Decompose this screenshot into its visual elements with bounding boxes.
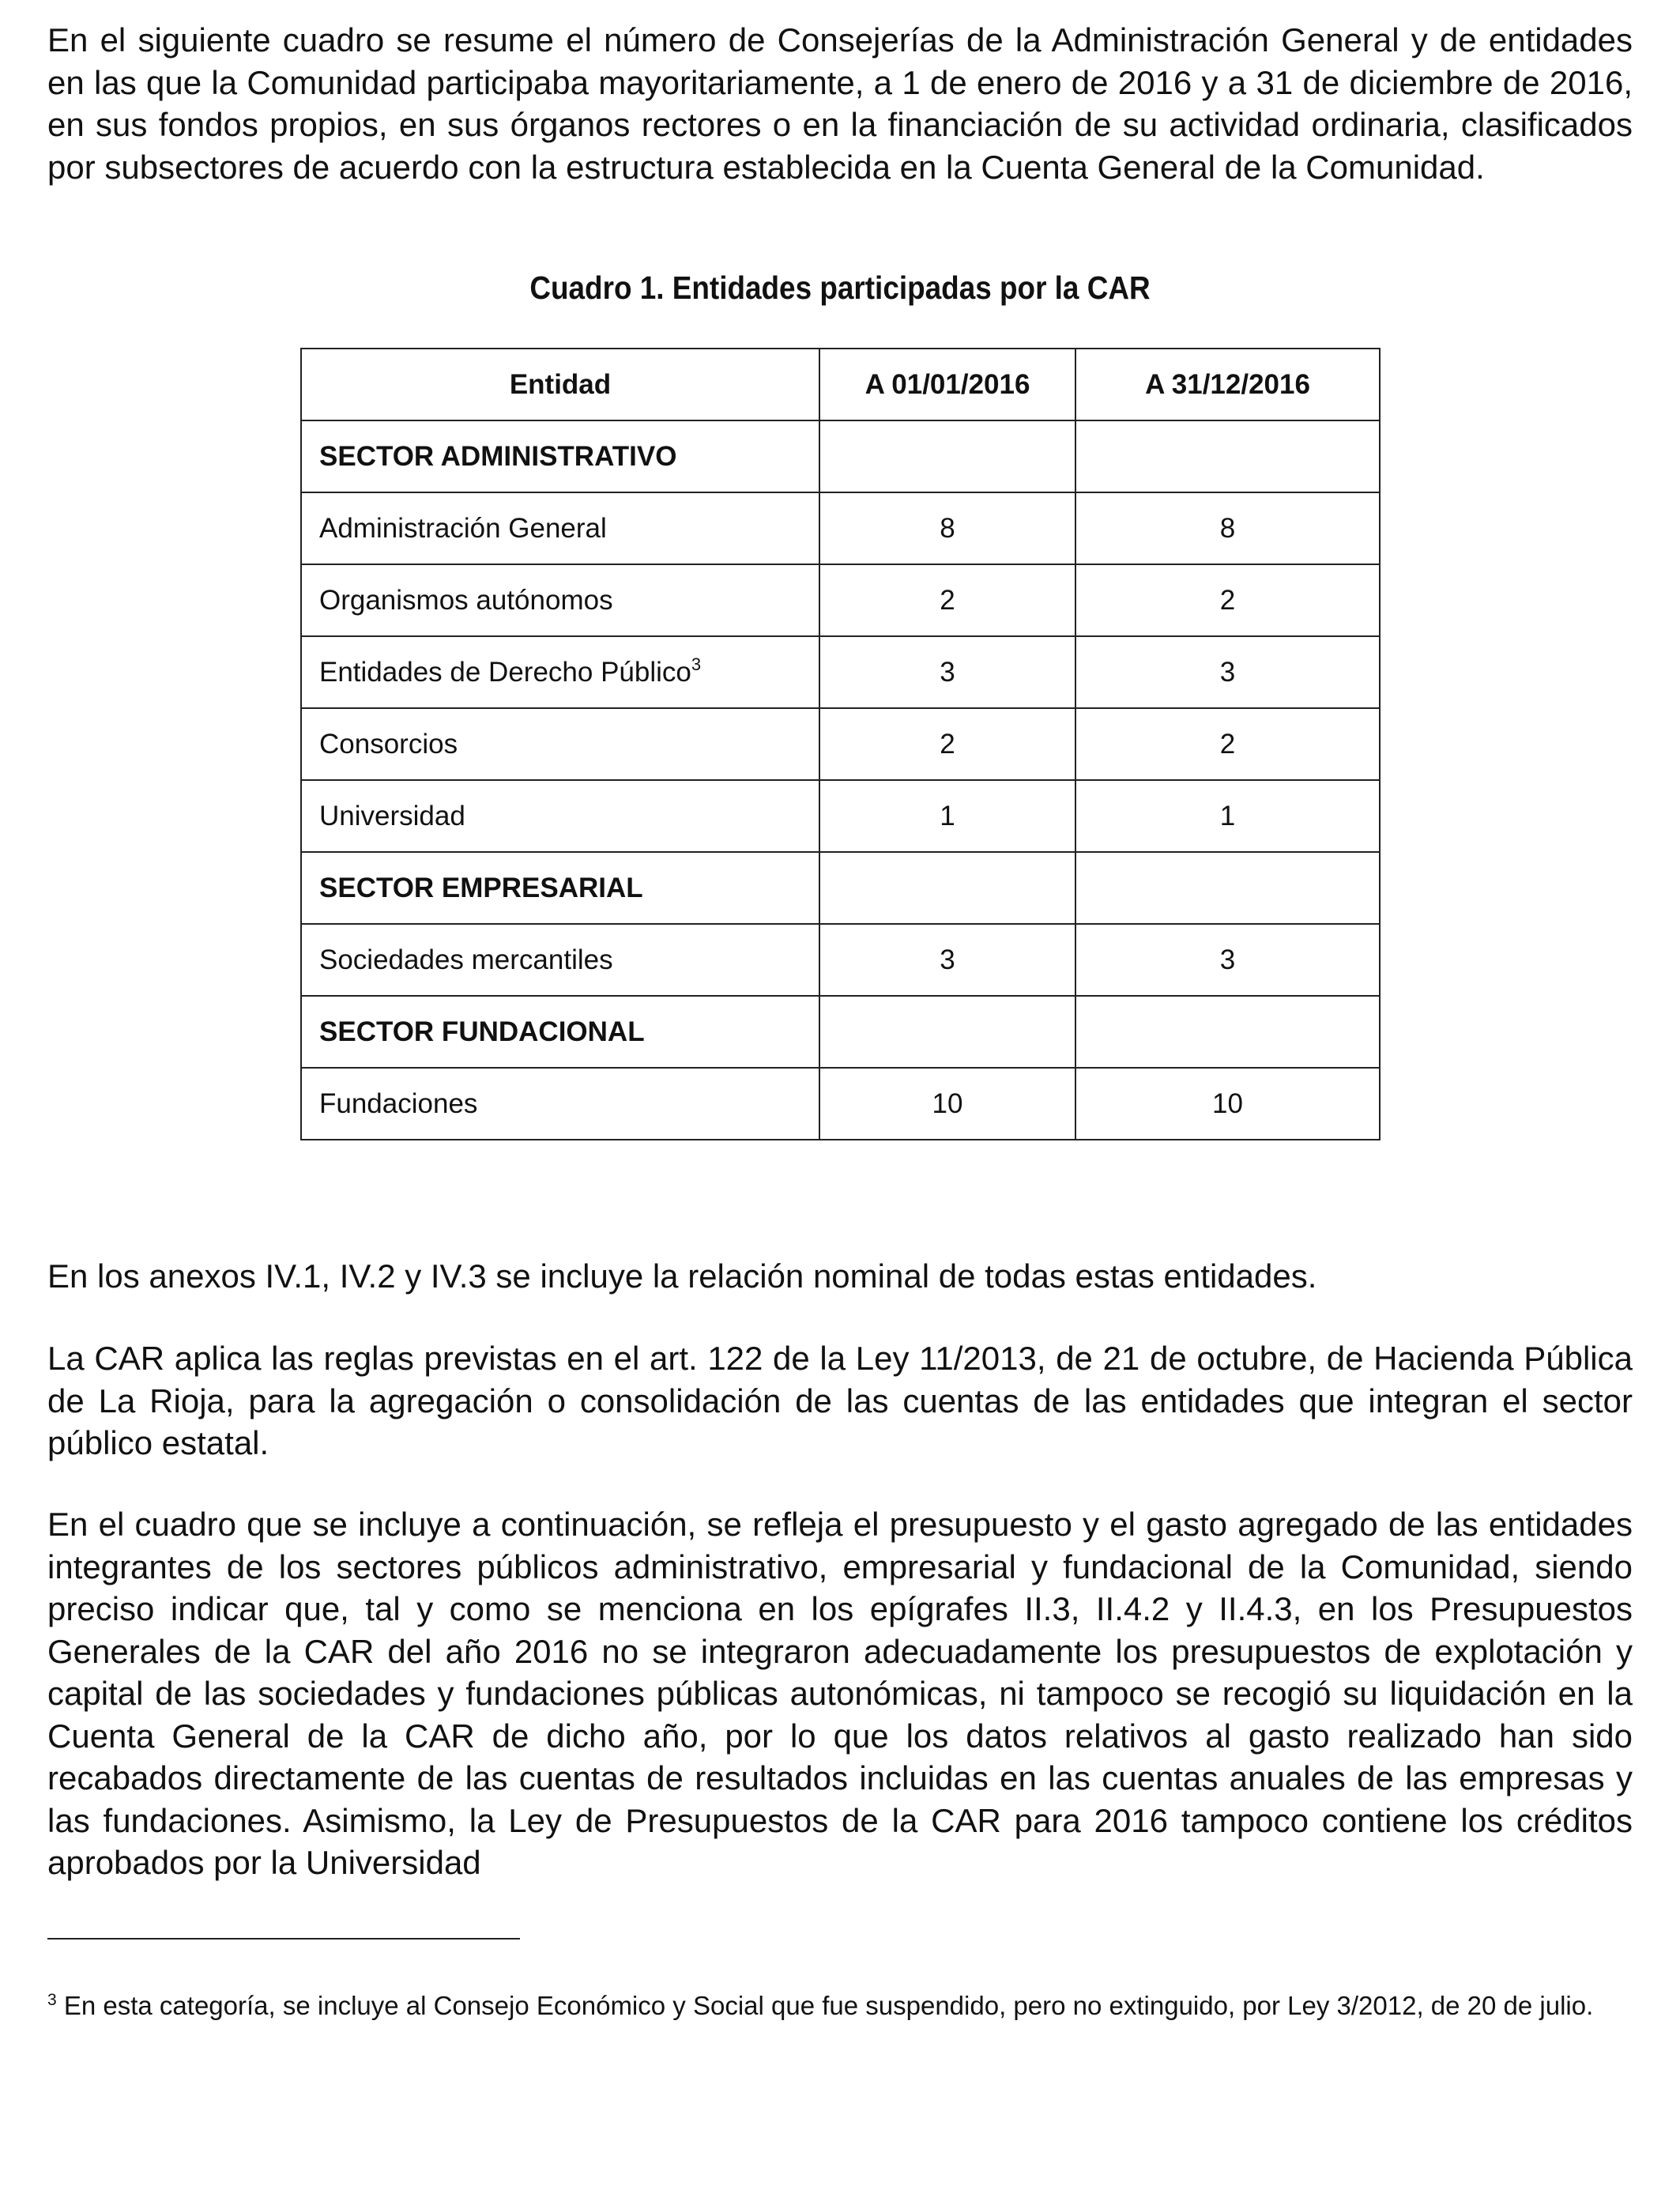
table-row: [301, 708, 1380, 780]
footnote-text: En esta categoría, se incluye al Consejo Económico y Social que fue suspendido, pero no extinguido, por Ley 3/2012, de 20 de julio.: [56, 1991, 1594, 2020]
row-label: SECTOR ADMINISTRATIVO: [301, 420, 819, 492]
footnote-separator: [47, 1938, 520, 1940]
row-end-value: 3: [1075, 636, 1380, 708]
table-row: [301, 780, 1380, 852]
table-header-row: [301, 349, 1380, 420]
table-row: [301, 492, 1380, 564]
footnote: [47, 1990, 1636, 2022]
row-label-cell: [301, 636, 819, 708]
row-label: Administración General: [301, 492, 819, 564]
header-entidad: Entidad: [301, 349, 819, 420]
table-row: [301, 1068, 1380, 1140]
row-label: Sociedades mercantiles: [301, 924, 819, 996]
row-start-value: [819, 996, 1075, 1068]
row-label: SECTOR EMPRESARIAL: [301, 852, 819, 924]
row-start-value: 3: [819, 636, 1075, 708]
row-end-value: 10: [1075, 1068, 1380, 1140]
row-end-value: 8: [1075, 492, 1380, 564]
row-end-value: [1075, 996, 1380, 1068]
row-end-value: 2: [1075, 708, 1380, 780]
row-start-value: 2: [819, 708, 1075, 780]
header-end-date: A 31/12/2016: [1075, 349, 1380, 420]
row-start-value: 3: [819, 924, 1075, 996]
row-label: Entidades de Derecho Público: [319, 656, 691, 688]
annexes-paragraph: En los anexos IV.1, IV.2 y IV.3 se incluye la relación nominal de todas estas entidades.: [47, 1257, 1317, 1295]
table-row: [301, 420, 1380, 492]
budget-paragraph: En el cuadro que se incluye a continuación, se refleja el presupuesto y el gasto agregado de las entidades integrantes de los sectores públicos administrativo, empresarial y fundacional de la Comunidad, siendo preciso indicar que, tal y como se menciona en los epígrafes II.3, II.4.2 y II.4.3, en los Presupuestos Generales de la CAR del año 2016 no se integraron adecuadamente los presupuestos de explotación y capital de las sociedades y fundaciones públicas autonómicas, ni tampoco se recogió su liquidación en la Cuenta General de la CAR de dicho año, por lo que los datos relativos al gasto realizado han sido recabados directamente de las cuentas de resultados incluidas en las cuentas anuales de las empresas y las fundaciones. Asimismo, la Ley de Presupuestos de la CAR para 2016 tampoco contiene los créditos aprobados por la Universidad: [47, 1506, 1633, 1881]
row-label: Fundaciones: [301, 1068, 819, 1140]
table-row: [301, 924, 1380, 996]
table-row: [301, 996, 1380, 1068]
row-end-value: [1075, 852, 1380, 924]
row-label: Consorcios: [301, 708, 819, 780]
table-row: [301, 636, 1380, 708]
intro-paragraph: En el siguiente cuadro se resume el número de Consejerías de la Administración General y de entidades en las que la Comunidad participaba mayoritariamente, a 1 de enero de 2016 y a 31 de diciembre de 2016, en sus fondos propios, en sus órganos rectores o en la financiación de su actividad ordinaria, clasificados por subsectores de acuerdo con la estructura establecida en la Cuenta General de la Comunidad.: [47, 21, 1633, 186]
row-end-value: 3: [1075, 924, 1380, 996]
row-label: Universidad: [301, 780, 819, 852]
footnote-reference[interactable]: 3: [691, 654, 702, 674]
row-end-value: 2: [1075, 564, 1380, 636]
row-start-value: 2: [819, 564, 1075, 636]
table-row: [301, 852, 1380, 924]
row-start-value: [819, 420, 1075, 492]
row-label: Organismos autónomos: [301, 564, 819, 636]
row-label: SECTOR FUNDACIONAL: [301, 996, 819, 1068]
footnote-marker: 3: [47, 1991, 57, 2009]
row-start-value: 8: [819, 492, 1075, 564]
row-start-value: [819, 852, 1075, 924]
entities-table: [300, 348, 1381, 1140]
row-start-value: 1: [819, 780, 1075, 852]
row-start-value: 10: [819, 1068, 1075, 1140]
header-start-date: A 01/01/2016: [819, 349, 1075, 420]
table-row: [301, 564, 1380, 636]
row-end-value: [1075, 420, 1380, 492]
row-end-value: 1: [1075, 780, 1380, 852]
table-caption: Cuadro 1. Entidades participadas por la CAR: [529, 270, 1151, 306]
rules-paragraph: La CAR aplica las reglas previstas en el art. 122 de la Ley 11/2013, de 21 de octubre, de Hacienda Pública de La Rioja, para la agregación o consolidación de las cuentas de las entidades que integran el sector público estatal.: [47, 1340, 1633, 1461]
